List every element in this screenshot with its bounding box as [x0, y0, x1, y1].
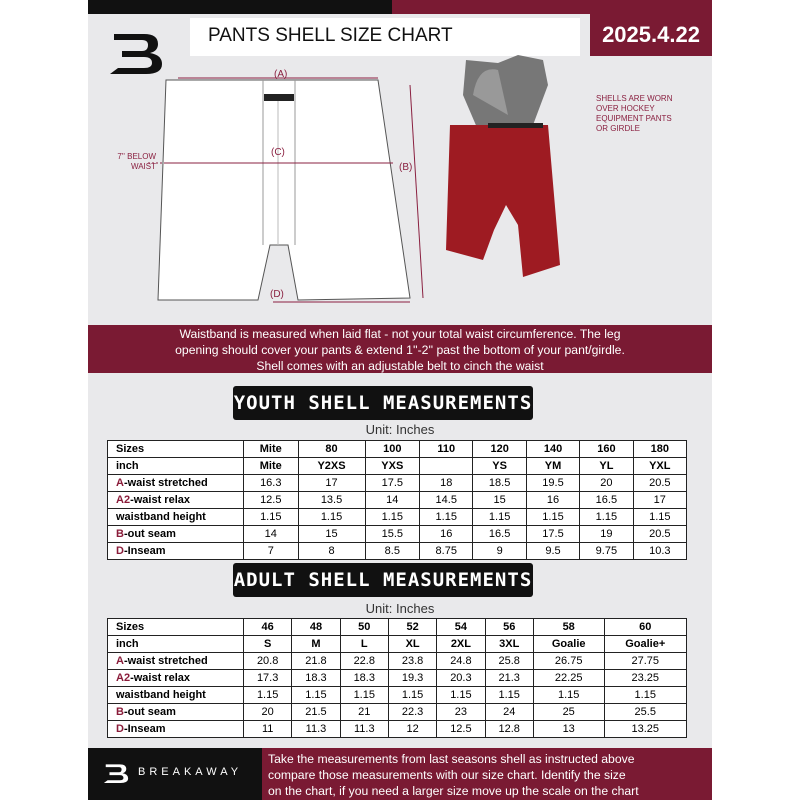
- row-label: [108, 492, 244, 509]
- table-cell: 23.8: [388, 653, 436, 670]
- footer: [88, 748, 712, 800]
- row-label: [108, 636, 244, 653]
- table-cell: 52: [388, 619, 436, 636]
- table-cell: 18.3: [340, 670, 388, 687]
- table-cell: 3XL: [485, 636, 533, 653]
- table-cell: 110: [420, 441, 473, 458]
- measurement-instructions-banner: [88, 325, 712, 373]
- pants-diagram: [148, 60, 448, 310]
- table-cell: 1.15: [340, 687, 388, 704]
- row-label: [108, 526, 244, 543]
- table-cell: 18.3: [292, 670, 340, 687]
- table-cell: 8: [298, 543, 365, 560]
- table-cell: 60: [604, 619, 686, 636]
- row-label: [108, 687, 244, 704]
- table-cell: 12.8: [485, 721, 533, 738]
- measurement-label: -out seam: [123, 706, 176, 718]
- table-cell: YS: [473, 458, 526, 475]
- table-cell: 21: [340, 704, 388, 721]
- red-pants-photo: [438, 55, 598, 295]
- table-cell: 13: [533, 721, 604, 738]
- table-cell: 50: [340, 619, 388, 636]
- table-cell: 26.75: [533, 653, 604, 670]
- table-row: [108, 475, 687, 492]
- table-cell: 20.3: [437, 670, 485, 687]
- footer-line: on the chart, if you need a larger size move up the scale on the chart: [268, 784, 639, 798]
- table-cell: 20: [580, 475, 633, 492]
- measurement-label: Sizes: [116, 443, 145, 455]
- table-cell: 1.15: [365, 509, 420, 526]
- table-cell: YM: [526, 458, 579, 475]
- table-cell: 1.15: [604, 687, 686, 704]
- label-a: (A): [274, 69, 288, 80]
- top-strip: [88, 0, 712, 14]
- table-cell: 21.8: [292, 653, 340, 670]
- table-cell: YL: [580, 458, 633, 475]
- table-cell: 20.8: [244, 653, 292, 670]
- table-cell: 1.15: [473, 509, 526, 526]
- table-cell: 1.15: [580, 509, 633, 526]
- table-cell: 15: [473, 492, 526, 509]
- table-row: [108, 509, 687, 526]
- measurement-label: inch: [116, 638, 139, 650]
- table-cell: 1.15: [244, 509, 299, 526]
- table-cell: S: [244, 636, 292, 653]
- table-cell: 100: [365, 441, 420, 458]
- table-cell: 13.5: [298, 492, 365, 509]
- table-row: [108, 492, 687, 509]
- banner-line: Waistband is measured when laid flat - not your total waist circumference. The leg: [179, 327, 621, 341]
- table-cell: 56: [485, 619, 533, 636]
- measurement-tag: B: [116, 528, 124, 540]
- label-c: (C): [271, 147, 285, 158]
- table-cell: 180: [633, 441, 686, 458]
- table-cell: YXL: [633, 458, 686, 475]
- table-cell: 12.5: [244, 492, 299, 509]
- table-cell: 9.75: [580, 543, 633, 560]
- table-row: [108, 636, 687, 653]
- table-cell: 22.8: [340, 653, 388, 670]
- table-cell: 2XL: [437, 636, 485, 653]
- label-d: (D): [270, 289, 284, 300]
- table-cell: 14: [244, 526, 299, 543]
- table-row: [108, 653, 687, 670]
- adult-size-table: [107, 618, 687, 738]
- youth-size-table: [107, 440, 687, 560]
- table-cell: 11.3: [340, 721, 388, 738]
- table-cell: 17.5: [365, 475, 420, 492]
- table-cell: 120: [473, 441, 526, 458]
- measurement-tag: A2: [116, 494, 131, 506]
- table-row: [108, 619, 687, 636]
- measurement-tag: A2: [116, 672, 131, 684]
- table-cell: 1.15: [633, 509, 686, 526]
- table-cell: 16.3: [244, 475, 299, 492]
- measurement-tag: D: [116, 723, 124, 735]
- measurement-label: -waist relax: [130, 494, 190, 506]
- table-cell: 23: [437, 704, 485, 721]
- table-cell: 48: [292, 619, 340, 636]
- table-row: [108, 687, 687, 704]
- table-cell: 25.5: [604, 704, 686, 721]
- table-cell: 17.5: [526, 526, 579, 543]
- table-cell: 1.15: [526, 509, 579, 526]
- row-label: [108, 704, 244, 721]
- measurement-tag: D: [116, 545, 124, 557]
- brand-logo-small: [102, 760, 130, 786]
- table-cell: M: [292, 636, 340, 653]
- table-cell: [420, 458, 473, 475]
- table-cell: YXS: [365, 458, 420, 475]
- footer-instructions: [262, 748, 712, 800]
- label-b: (B): [399, 162, 413, 173]
- table-cell: 19.5: [526, 475, 579, 492]
- table-cell: 23.25: [604, 670, 686, 687]
- measurement-label: -waist relax: [130, 672, 190, 684]
- table-cell: 46: [244, 619, 292, 636]
- table-row: [108, 704, 687, 721]
- table-row: [108, 441, 687, 458]
- footer-line: Take the measurements from last seasons shell as instructed above: [268, 752, 635, 766]
- measurement-tag: A: [116, 477, 124, 489]
- table-cell: Goalie: [533, 636, 604, 653]
- row-label: [108, 509, 244, 526]
- table-cell: 1.15: [533, 687, 604, 704]
- footer-brand: [88, 748, 262, 800]
- measurement-label: inch: [116, 460, 139, 472]
- youth-unit: Unit: Inches: [365, 422, 435, 437]
- table-row: [108, 543, 687, 560]
- banner-line: opening should cover your pants & extend 1''-2'' past the bottom of your pant/girdle.: [175, 343, 625, 357]
- table-row: [108, 670, 687, 687]
- table-cell: 1.15: [485, 687, 533, 704]
- table-cell: 11: [244, 721, 292, 738]
- table-cell: 16.5: [580, 492, 633, 509]
- brand-name: BREAKAWAY: [138, 766, 243, 778]
- banner-line: Shell comes with an adjustable belt to cinch the waist: [256, 359, 544, 373]
- table-cell: 25.8: [485, 653, 533, 670]
- table-cell: 16: [420, 526, 473, 543]
- table-cell: 54: [437, 619, 485, 636]
- table-cell: Goalie+: [604, 636, 686, 653]
- table-cell: 18.5: [473, 475, 526, 492]
- youth-section-title: YOUTH SHELL MEASUREMENTS: [233, 386, 533, 420]
- size-chart-page: [88, 0, 712, 800]
- table-cell: 16.5: [473, 526, 526, 543]
- table-cell: 16: [526, 492, 579, 509]
- table-cell: 8.75: [420, 543, 473, 560]
- table-cell: 22.3: [388, 704, 436, 721]
- row-label: [108, 458, 244, 475]
- measurement-tag: B: [116, 706, 124, 718]
- row-label: [108, 475, 244, 492]
- table-row: [108, 721, 687, 738]
- measurement-label: waistband height: [116, 689, 206, 701]
- row-label: [108, 721, 244, 738]
- row-label: [108, 653, 244, 670]
- table-cell: 160: [580, 441, 633, 458]
- date-badge: 2025.4.22: [590, 14, 712, 56]
- table-cell: 24.8: [437, 653, 485, 670]
- measurement-label: -Inseam: [123, 723, 166, 735]
- table-cell: 12: [388, 721, 436, 738]
- table-cell: 15.5: [365, 526, 420, 543]
- table-cell: 10.3: [633, 543, 686, 560]
- table-cell: 1.15: [437, 687, 485, 704]
- table-cell: 21.5: [292, 704, 340, 721]
- table-cell: 140: [526, 441, 579, 458]
- table-cell: 22.25: [533, 670, 604, 687]
- table-cell: XL: [388, 636, 436, 653]
- table-cell: 17: [633, 492, 686, 509]
- table-cell: 9: [473, 543, 526, 560]
- measurement-label: waistband height: [116, 511, 206, 523]
- table-cell: 20: [244, 704, 292, 721]
- table-cell: 18: [420, 475, 473, 492]
- measurement-label: -Inseam: [123, 545, 166, 557]
- table-cell: 13.25: [604, 721, 686, 738]
- table-cell: 21.3: [485, 670, 533, 687]
- footer-line: compare those measurements with our size chart. Identify the size: [268, 768, 626, 782]
- table-cell: 27.75: [604, 653, 686, 670]
- measurement-tag: A: [116, 655, 124, 667]
- table-cell: 19.3: [388, 670, 436, 687]
- table-cell: 1.15: [244, 687, 292, 704]
- row-label: [108, 441, 244, 458]
- table-cell: 1.15: [420, 509, 473, 526]
- table-cell: 24: [485, 704, 533, 721]
- table-cell: 15: [298, 526, 365, 543]
- table-cell: 17: [298, 475, 365, 492]
- table-cell: 1.15: [298, 509, 365, 526]
- table-cell: 80: [298, 441, 365, 458]
- table-cell: 8.5: [365, 543, 420, 560]
- table-cell: 12.5: [437, 721, 485, 738]
- table-cell: Y2XS: [298, 458, 365, 475]
- row-label: [108, 543, 244, 560]
- table-cell: 1.15: [292, 687, 340, 704]
- shell-note: SHELLS ARE WORN OVER HOCKEY EQUIPMENT PANTS OR GIRDLE: [596, 94, 673, 133]
- page-title: PANTS SHELL SIZE CHART: [190, 18, 580, 56]
- measurement-label: Sizes: [116, 621, 145, 633]
- table-cell: 20.5: [633, 526, 686, 543]
- row-label: [108, 670, 244, 687]
- table-cell: 7: [244, 543, 299, 560]
- table-cell: 58: [533, 619, 604, 636]
- adult-unit: Unit: Inches: [365, 601, 435, 616]
- table-cell: 14.5: [420, 492, 473, 509]
- table-row: [108, 526, 687, 543]
- measurement-label: -waist stretched: [123, 477, 208, 489]
- table-cell: 19: [580, 526, 633, 543]
- adult-section-title: ADULT SHELL MEASUREMENTS: [233, 563, 533, 597]
- table-row: [108, 458, 687, 475]
- measurement-label: -out seam: [123, 528, 176, 540]
- table-cell: Mite: [244, 441, 299, 458]
- table-cell: L: [340, 636, 388, 653]
- table-cell: 9.5: [526, 543, 579, 560]
- below-waist-note: 7'' BELOW WAIST: [117, 152, 156, 171]
- table-cell: 17.3: [244, 670, 292, 687]
- table-cell: 25: [533, 704, 604, 721]
- measurement-label: -waist stretched: [123, 655, 208, 667]
- table-cell: 20.5: [633, 475, 686, 492]
- table-cell: 14: [365, 492, 420, 509]
- table-cell: 11.3: [292, 721, 340, 738]
- row-label: [108, 619, 244, 636]
- table-cell: Mite: [244, 458, 299, 475]
- table-cell: 1.15: [388, 687, 436, 704]
